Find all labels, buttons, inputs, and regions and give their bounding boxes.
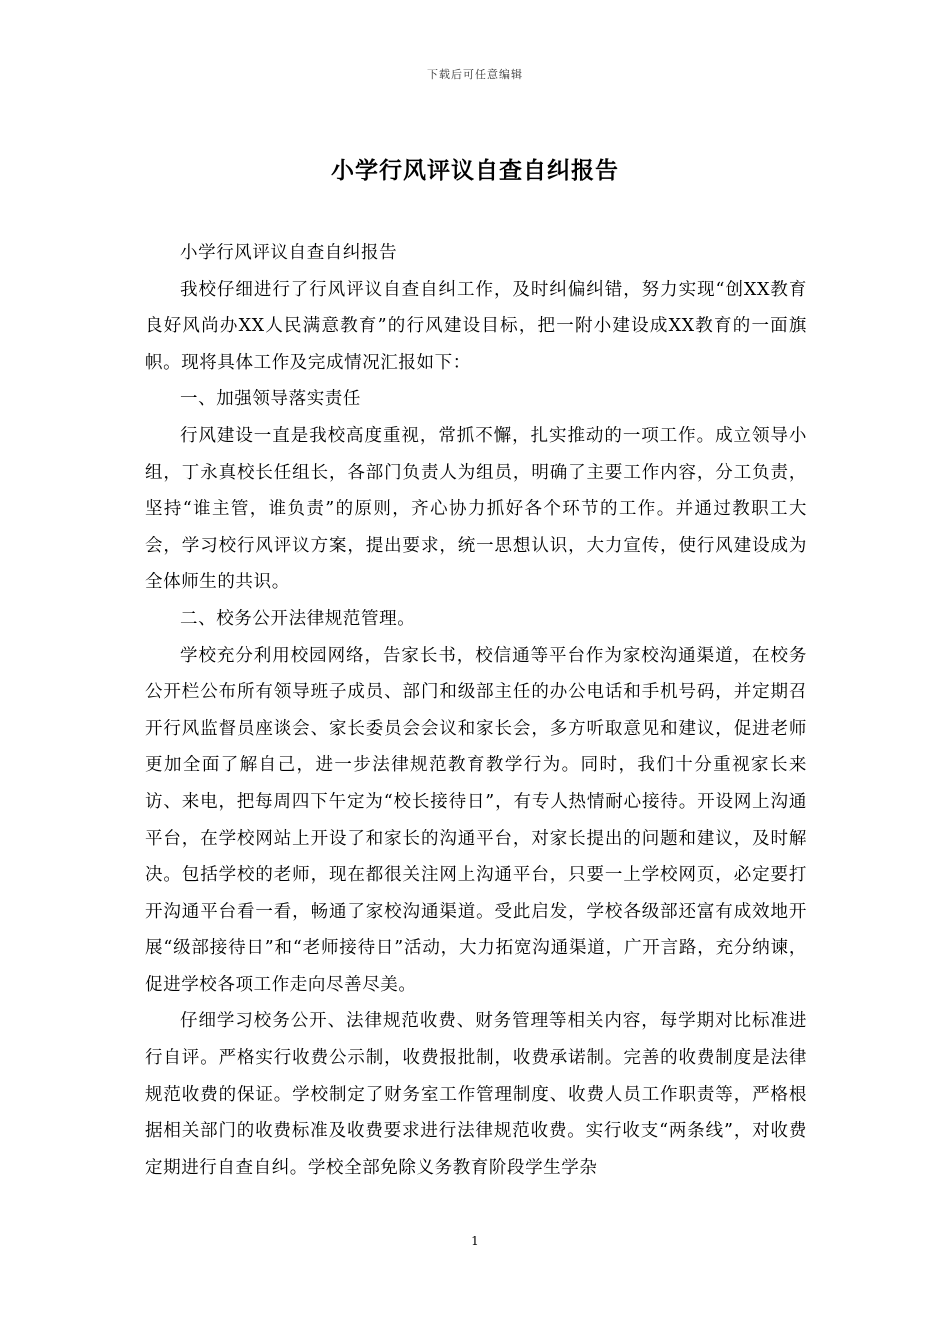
paragraph-subtitle: 小学行风评议自查自纠报告 [180,243,398,263]
section-heading-leadership: 一、加强领导落实责任 [180,389,361,410]
section-heading-school-affairs: 二、校务公开法律规范管理。 [180,608,416,629]
paragraph-school-affairs: 学校充分利用校园网络，告家长书，校信通等平台作为家校沟通渠道，在校务公开栏公布所有领导班子成员、部门和级部主任的办公电话和手机号码，并定期召开行风监督员座谈会、家长委员会会议和家长会，多方听取意见和建议，促进老师更加全面了解自己，进一步法律规范教育教学行为。同时，我们十分重视家长来访、来电，把每周四下午定为“校长接待日”，有专人热情耐心接待。开设网上沟通平台，在学校网站上开设了和家长的沟通平台，对家长提出的问题和建议，及时解决。包括学校的老师，现在都很关注网上沟通平台，只要一上学校网页，必定要打开沟通平台看一看，畅通了家校沟通渠道。受此启发，学校各级部还富有成效地开展“级部接待日”和“老师接待日”活动，大力拓宽沟通渠道，广开言路，充分纳谏，促进学校各项工作走向尽善尽美。 [145,645,807,995]
page-header-note: 下载后可任意编辑 [427,68,523,81]
page-number: 1 [471,1234,479,1248]
paragraph-intro: 我校仔细进行了行风评议自查自纠工作，及时纠偏纠错，努力实现“创XX教育良好风尚办XX人民满意教育”的行风建设目标，把一附小建设成XX教育的一面旗帜。现将具体工作及完成情况汇报如下： [145,279,807,373]
document-body [145,235,807,1186]
paragraph-leadership: 行风建设一直是我校高度重视，常抓不懈，扎实推动的一项工作。成立领导小组，丁永真校长任组长，各部门负责人为组员，明确了主要工作内容，分工负责，坚持“谁主管，谁负责”的原则，齐心协力抓好各个环节的工作。并通过教职工大会，学习校行风评议方案，提出要求，统一思想认识，大力宣传，使行风建设成为全体师生的共识。 [145,425,807,593]
document-title: 小学行风评议自查自纠报告 [331,157,619,184]
paragraph-fees: 仔细学习校务公开、法律规范收费、财务管理等相关内容，每学期对比标准进行自评。严格实行收费公示制，收费报批制，收费承诺制。完善的收费制度是法律规范收费的保证。学校制定了财务室工作管理制度、收费人员工作职责等，严格根据相关部门的收费标准及收费要求进行法律规范收费。实行收支“两条线”，对收费定期进行自查自纠。学校全部免除义务教育阶段学生学杂 [145,1011,807,1178]
